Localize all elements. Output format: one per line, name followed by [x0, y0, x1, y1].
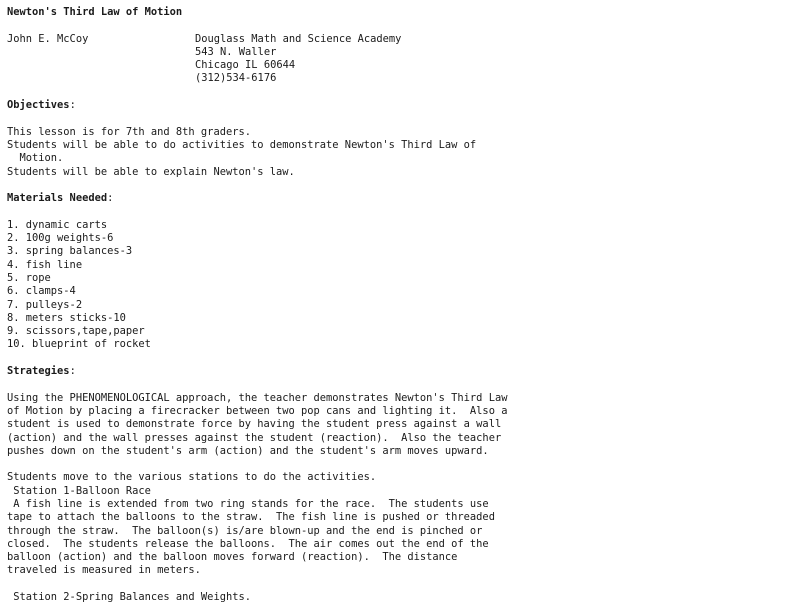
spacer [7, 179, 800, 192]
author-name: John E. McCoy [7, 32, 89, 45]
strategies-line: balloon (action) and the balloon moves forward (reaction). The distance [7, 551, 458, 564]
spacer [7, 205, 800, 218]
list-item: 7. pulleys-2 [7, 298, 83, 311]
spacer [7, 578, 800, 591]
list-item: 1. dynamic carts [7, 218, 108, 231]
station-heading: Station 1-Balloon Race [7, 484, 151, 497]
school-street: 543 N. Waller [195, 45, 277, 58]
spacer [7, 86, 800, 99]
strategies-line: closed. The students release the balloons. The air comes out the end of the [7, 537, 489, 550]
list-item: 10. blueprint of rocket [7, 338, 151, 351]
station-heading: Station 2-Spring Balances and Weights. [7, 591, 251, 604]
document-title: Newton's Third Law of Motion [7, 6, 183, 18]
strategies-line: Students move to the various stations to do the activities. [7, 471, 377, 484]
list-item: 5. rope [7, 271, 51, 284]
strategies-line: (action) and the wall presses against the student (reaction). Also the teacher [7, 431, 502, 444]
spacer [7, 458, 800, 471]
strategies-line: Using the PHENOMENOLOGICAL approach, the teacher demonstrates Newton's Third Law [7, 391, 508, 404]
strategies-line: tape to attach the balloons to the straw. The fish line is pushed or threaded [7, 511, 495, 524]
strategies-heading: Strategies [7, 365, 70, 378]
objectives-line: Students will be able to explain Newton's law. [7, 165, 295, 178]
objectives-line: Students will be able to do activities to demonstrate Newton's Third Law of [7, 138, 477, 151]
school-address [195, 33, 401, 86]
school-name: Douglass Math and Science Academy [195, 32, 402, 45]
objectives-heading-line [7, 99, 800, 112]
school-phone: (312)534-6176 [195, 72, 277, 85]
list-item: 4. fish line [7, 258, 83, 271]
materials-heading: Materials Needed [7, 192, 108, 205]
list-item: 8. meters sticks-10 [7, 311, 126, 324]
materials-heading-line [7, 192, 800, 205]
strategies-line: traveled is measured in meters. [7, 564, 201, 577]
strategies-line: A fish line is extended from two ring stands for the race. The students use [7, 497, 489, 510]
objectives-line: This lesson is for 7th and 8th graders. [7, 125, 251, 138]
school-city: Chicago IL 60644 [195, 59, 296, 72]
strategies-line: of Motion by placing a firecracker between two pop cans and lighting it. Also a [7, 404, 508, 417]
objectives-line: Motion. [7, 152, 64, 165]
strategies-heading-line [7, 365, 800, 378]
heading-colon: : [69, 365, 76, 378]
heading-colon: : [107, 192, 114, 205]
author-block [7, 33, 800, 86]
spacer [7, 378, 800, 391]
list-item: 9. scissors,tape,paper [7, 325, 145, 338]
list-item: 3. spring balances-3 [7, 245, 133, 258]
spacer [7, 112, 800, 125]
materials-list [7, 219, 800, 352]
list-item: 2. 100g weights-6 [7, 232, 114, 245]
list-item: 6. clamps-4 [7, 285, 76, 298]
strategies-line: student is used to demonstrate force by having the student press against a wall [7, 418, 502, 431]
strategies-line: through the straw. The balloon(s) is/are blown-up and the end is pinched or [7, 524, 483, 537]
objectives-heading: Objectives [7, 99, 70, 112]
spacer [7, 352, 800, 365]
strategies-line: pushes down on the student's arm (action) and the student's arm moves upward. [7, 444, 489, 457]
spacer [7, 19, 800, 32]
heading-colon: : [69, 99, 76, 112]
document-page [7, 6, 800, 604]
